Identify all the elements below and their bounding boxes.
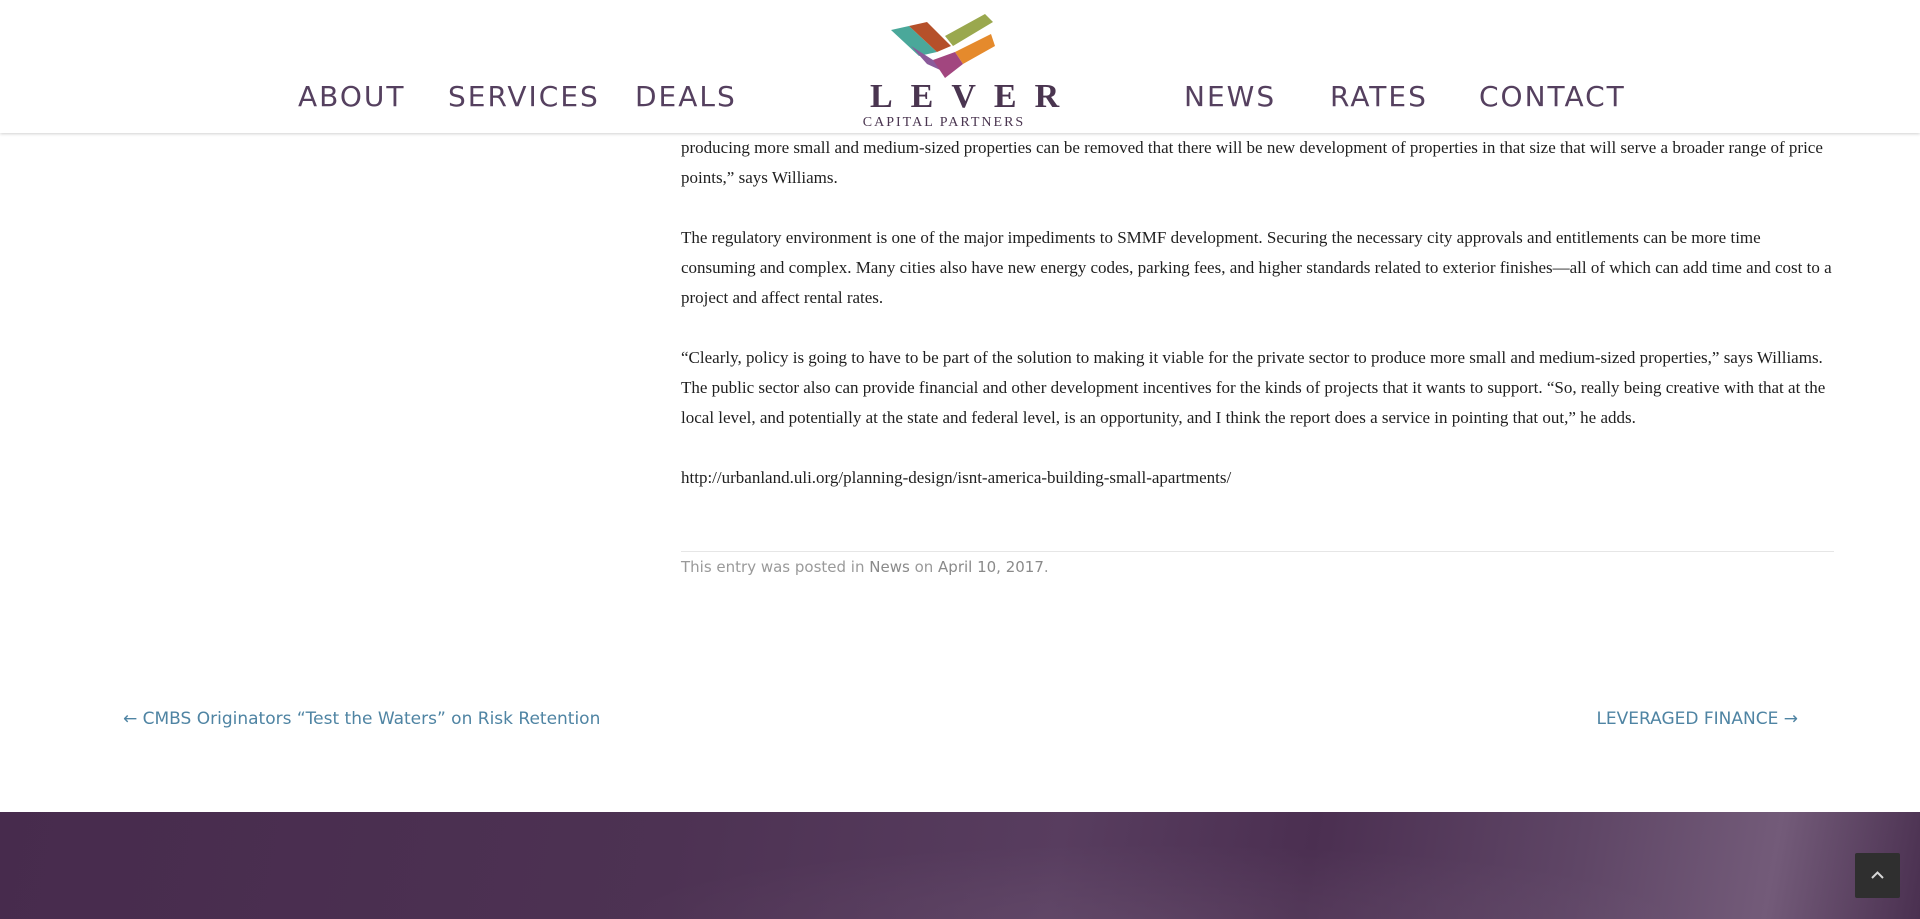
nav-rates[interactable]: RATES <box>1330 80 1428 113</box>
nav-contact[interactable]: CONTACT <box>1479 80 1626 113</box>
article-source-paragraph <box>681 463 1834 493</box>
chevron-up-icon <box>1870 869 1885 881</box>
entry-meta <box>681 555 1049 579</box>
logo-mark-icon <box>889 12 999 80</box>
article-paragraph: The regulatory environment is one of the major impediments to SMMF development. Securing the necessary city approvals and entitlements can be more time consuming and complex. Many cities also have new energy codes, parking fees, and higher standards related to exterior finishes—all of which can add time and cost to a project and affect rental rates. <box>681 228 1832 307</box>
article-body <box>681 133 1834 493</box>
entry-divider <box>681 551 1834 552</box>
entry-meta-middle: on <box>909 558 939 576</box>
nav-news[interactable]: NEWS <box>1184 80 1277 113</box>
nav-deals[interactable]: DEALS <box>635 80 737 113</box>
nav-about[interactable]: ABOUT <box>298 80 406 113</box>
site-header <box>0 0 1920 133</box>
logo-wordmark: LEVER <box>870 78 1078 115</box>
category-link[interactable]: News <box>869 558 910 576</box>
nav-services[interactable]: SERVICES <box>448 80 600 113</box>
entry-meta-suffix: . <box>1043 558 1049 576</box>
logo-subtitle: CAPITAL PARTNERS <box>862 115 1026 130</box>
site-logo[interactable] <box>852 12 1078 130</box>
article-paragraph: producing more small and medium-sized properties can be removed that there will be new development of properties in that size that will serve a broader range of price points,” says Williams. <box>681 138 1823 187</box>
footer-decoration <box>600 842 1700 919</box>
next-post-link[interactable]: LEVERAGED FINANCE → <box>1596 709 1798 729</box>
entry-meta-prefix: This entry was posted in <box>681 558 870 576</box>
site-footer <box>0 812 1920 919</box>
date-link[interactable]: April 10, 2017 <box>938 558 1044 576</box>
previous-post-link[interactable]: ← CMBS Originators “Test the Waters” on Risk Retention <box>123 709 601 729</box>
scroll-to-top-button[interactable] <box>1855 853 1900 898</box>
source-link[interactable]: http://urbanland.uli.org/planning-design/isnt-america-building-small-apartments/ <box>681 468 1232 487</box>
article-paragraph: “Clearly, policy is going to have to be part of the solution to making it viable for the private sector to produce more small and medium-sized properties,” says Williams. The public sector also can provide financial and other development incentives for the kinds of projects that it wants to support. “So, really being creative with that at the local level, and potentially at the state and federal level, is an opportunity, and I think the report does a service in pointing that out,” he adds. <box>681 348 1826 427</box>
